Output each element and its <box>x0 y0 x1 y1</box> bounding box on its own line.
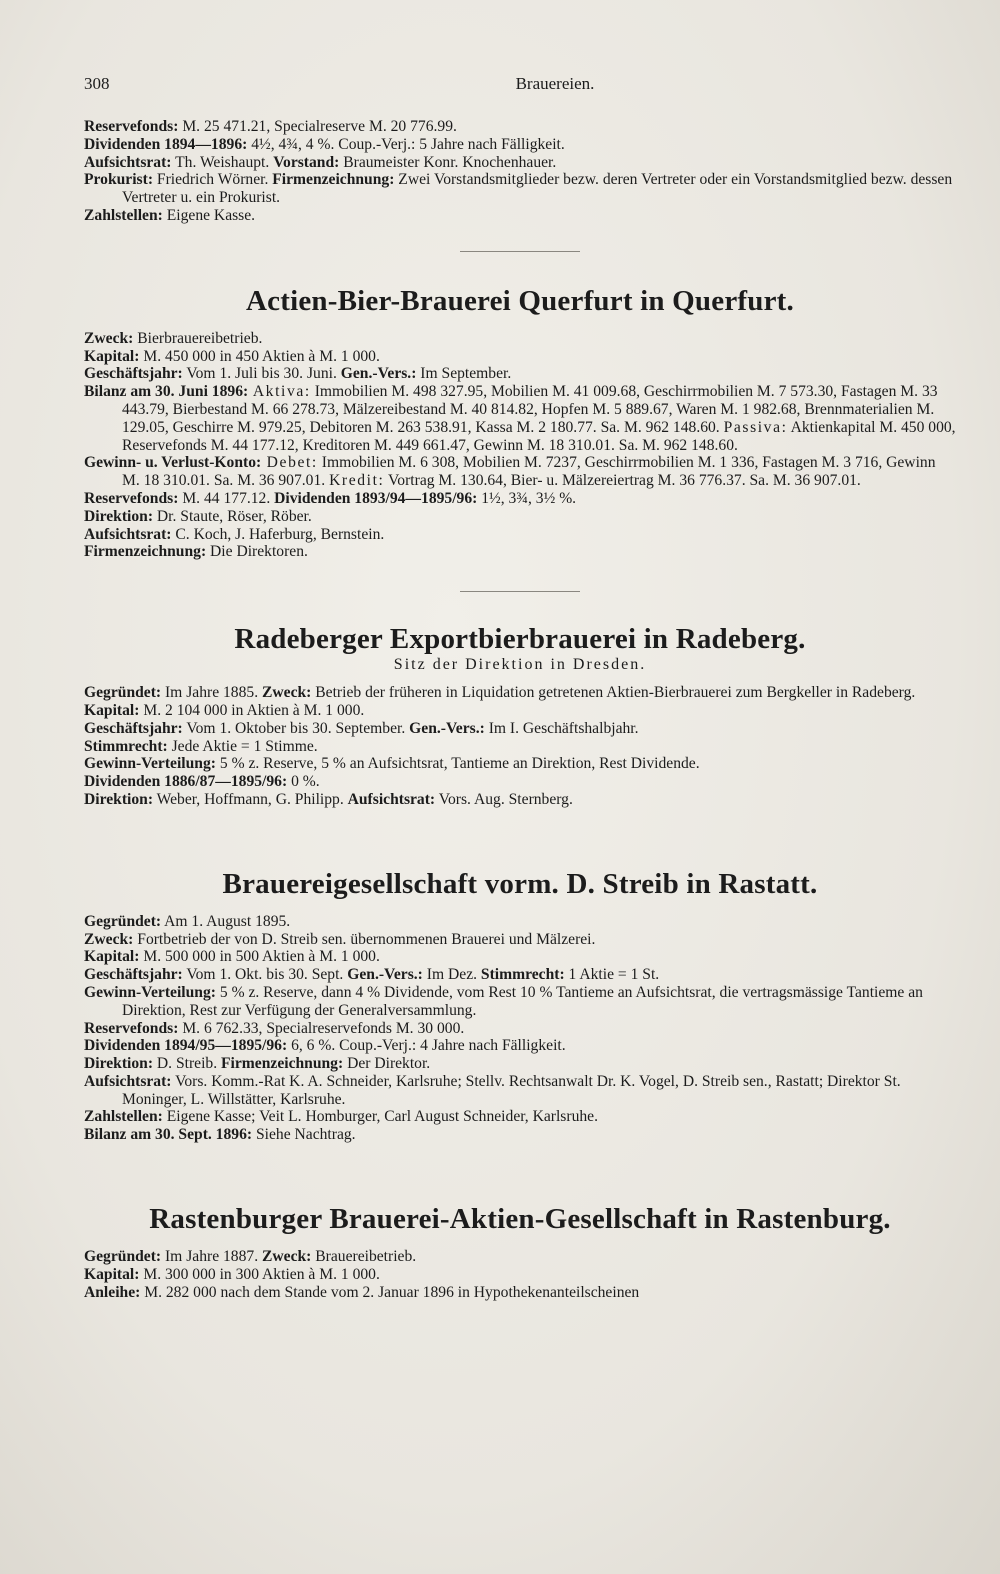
entry-line: Zahlstellen: Eigene Kasse; Veit L. Homburger, Carl August Schneider, Karlsruhe. <box>84 1108 598 1126</box>
entry-line: Firmenzeichnung: Die Direktoren. <box>84 543 308 561</box>
entry-line: Gewinn-Verteilung: 5 % z. Reserve, dann 4 % Dividende, vom Rest 10 % Tantieme an Aufsichtsrat, die vertragsmässige Tantieme an Direktion, Rest zur Verfügung der Generalversammlung. <box>84 983 923 1019</box>
entry-line: Aufsichtsrat: Vors. Komm.-Rat K. A. Schneider, Karlsruhe; Stellv. Rechtsanwalt Dr. K. Vogel, D. Streib sen., Rastatt; Direktor St. Moninger, L. Willstätter, Karlsruhe. <box>84 1072 901 1108</box>
top-entry-continuation <box>84 118 956 225</box>
entry-line: Kapital: M. 500 000 in 500 Aktien à M. 1 000. <box>84 948 380 966</box>
entry-line: Kapital: M. 2 104 000 in Aktien à M. 1 000. <box>84 701 365 719</box>
entry-body-rastatt <box>84 913 956 1144</box>
entry-line: Dividenden 1894/95—1895/96: 6, 6 %. Coup.-Verj.: 4 Jahre nach Fälligkeit. <box>84 1037 566 1055</box>
entry-line: Reservefonds: M. 6 762.33, Specialreservefonds M. 30 000. <box>84 1019 465 1037</box>
entry-line: Anleihe: M. 282 000 nach dem Stande vom 2. Januar 1896 in Hypothekenanteilscheinen <box>84 1283 640 1301</box>
page-header <box>84 74 956 104</box>
entry-line: Direktion: D. Streib. Firmenzeichnung: Der Direktor. <box>84 1055 431 1073</box>
entry-line: Prokurist: Friedrich Wörner. Firmenzeichnung: Zwei Vorstandsmitglieder bezw. deren Vertreter oder ein Vorstandsmitglied bezw. dessen Vertreter u. ein Prokurist. <box>84 171 953 207</box>
entry-body-rastenburg <box>84 1248 956 1301</box>
entry-line: Kapital: M. 300 000 in 300 Aktien à M. 1 000. <box>84 1265 380 1283</box>
entry-line: Zahlstellen: Eigene Kasse. <box>84 206 256 224</box>
entry-line: Gewinn-Verteilung: 5 % z. Reserve, 5 % an Aufsichtsrat, Tantieme an Direktion, Rest Dividende. <box>84 755 700 773</box>
entry-line: Zweck: Bierbrauereibetrieb. <box>84 329 263 347</box>
entry-subtitle-radeberg: Sitz der Direktion in Dresden. <box>393 656 647 674</box>
entry-line: Stimmrecht: Jede Aktie = 1 Stimme. <box>84 737 318 755</box>
entry-body-querfurt <box>84 330 956 561</box>
entry-line: Aufsichtsrat: Th. Weishaupt. Vorstand: Braumeister Konr. Knochenhauer. <box>84 153 557 171</box>
entry-line: Bilanz am 30. Juni 1896: Aktiva: Immobilien M. 498 327.95, Mobilien M. 41 009.68, Geschirrmobilien M. 7 573.30, Fastagen M. 33 443.79, Bierbestand M. 66 278.73, Mälzereibestand M. 40 814.82, Hopfen M. 5 889.67, Waren M. 1 982.68, Brennmaterialien M. 129.05, Geschirre M. 979.25, Debitoren M. 263 538.91, Kassa M. 2 180.77. Sa. M. 962 148.60. Passiva: Aktienkapital M. 450 000, Reservefonds M. 44 177.12, Kreditoren M. 449 661.47, Gewinn M. 18 310.01. Sa. M. 962 148.60. <box>84 383 956 454</box>
entry-line: Reservefonds: M. 25 471.21, Specialreserve M. 20 776.99. <box>84 118 457 135</box>
separator-rule <box>460 251 580 252</box>
entry-line: Direktion: Dr. Staute, Röser, Röber. <box>84 507 312 525</box>
entry-title-radeberg: Radeberger Exportbierbrauerei in Radeberg. <box>234 623 806 656</box>
entry-line: Bilanz am 30. Sept. 1896: Siehe Nachtrag. <box>84 1126 356 1144</box>
entry-line: Gegründet: Am 1. August 1895. <box>84 912 291 930</box>
entry-line: Reservefonds: M. 44 177.12. Dividenden 1893/94—1895/96: 1½, 3¾, 3½ %. <box>84 489 577 507</box>
entry-title-rastenburg: Rastenburger Brauerei-Aktien-Gesellschaft in Rastenburg. <box>149 1203 891 1236</box>
entry-line: Kapital: M. 450 000 in 450 Aktien à M. 1 000. <box>84 347 380 365</box>
running-head: Brauereien. <box>515 74 595 93</box>
entry-line: Geschäftsjahr: Vom 1. Juli bis 30. Juni. Gen.-Vers.: Im September. <box>84 365 512 383</box>
entry-line: Gewinn- u. Verlust-Konto: Debet: Immobilien M. 6 308, Mobilien M. 7237, Geschirrmobilien M. 1 336, Fastagen M. 3 716, Gewinn M. 18 310.01. Sa. M. 36 907.01. Kredit: Vortrag M. 130.64, Bier- u. Mälzereiertrag M. 36 776.37. Sa. M. 36 907.01. <box>84 454 936 490</box>
entry-line: Gegründet: Im Jahre 1885. Zweck: Betrieb der früheren in Liquidation getretenen Aktien-Bierbrauerei zum Bergkeller in Radeberg. <box>84 684 916 702</box>
entry-line: Zweck: Fortbetrieb der von D. Streib sen. übernommenen Brauerei und Mälzerei. <box>84 930 596 948</box>
entry-title-rastatt: Brauereigesellschaft vorm. D. Streib in Rastatt. <box>222 867 818 900</box>
page-number: 308 <box>84 74 110 93</box>
entry-line: Geschäftsjahr: Vom 1. Oktober bis 30. September. Gen.-Vers.: Im I. Geschäftshalbjahr. <box>84 719 639 737</box>
entry-line: Dividenden 1886/87—1895/96: 0 %. <box>84 773 320 791</box>
entry-line: Gegründet: Im Jahre 1887. Zweck: Brauereibetrieb. <box>84 1248 417 1266</box>
entry-title-querfurt: Actien-Bier-Brauerei Querfurt in Querfurt. <box>246 284 794 317</box>
separator-rule <box>460 591 580 592</box>
entry-line: Direktion: Weber, Hoffmann, G. Philipp. Aufsichtsrat: Vors. Aug. Sternberg. <box>84 790 573 808</box>
entry-line: Dividenden 1894—1896: 4½, 4¾, 4 %. Coup.-Verj.: 5 Jahre nach Fälligkeit. <box>84 135 565 153</box>
entry-line: Aufsichtsrat: C. Koch, J. Haferburg, Bernstein. <box>84 525 385 543</box>
entry-line: Geschäftsjahr: Vom 1. Okt. bis 30. Sept. Gen.-Vers.: Im Dez. Stimmrecht: 1 Aktie = 1 St. <box>84 966 660 984</box>
entry-body-radeberg <box>84 684 956 809</box>
